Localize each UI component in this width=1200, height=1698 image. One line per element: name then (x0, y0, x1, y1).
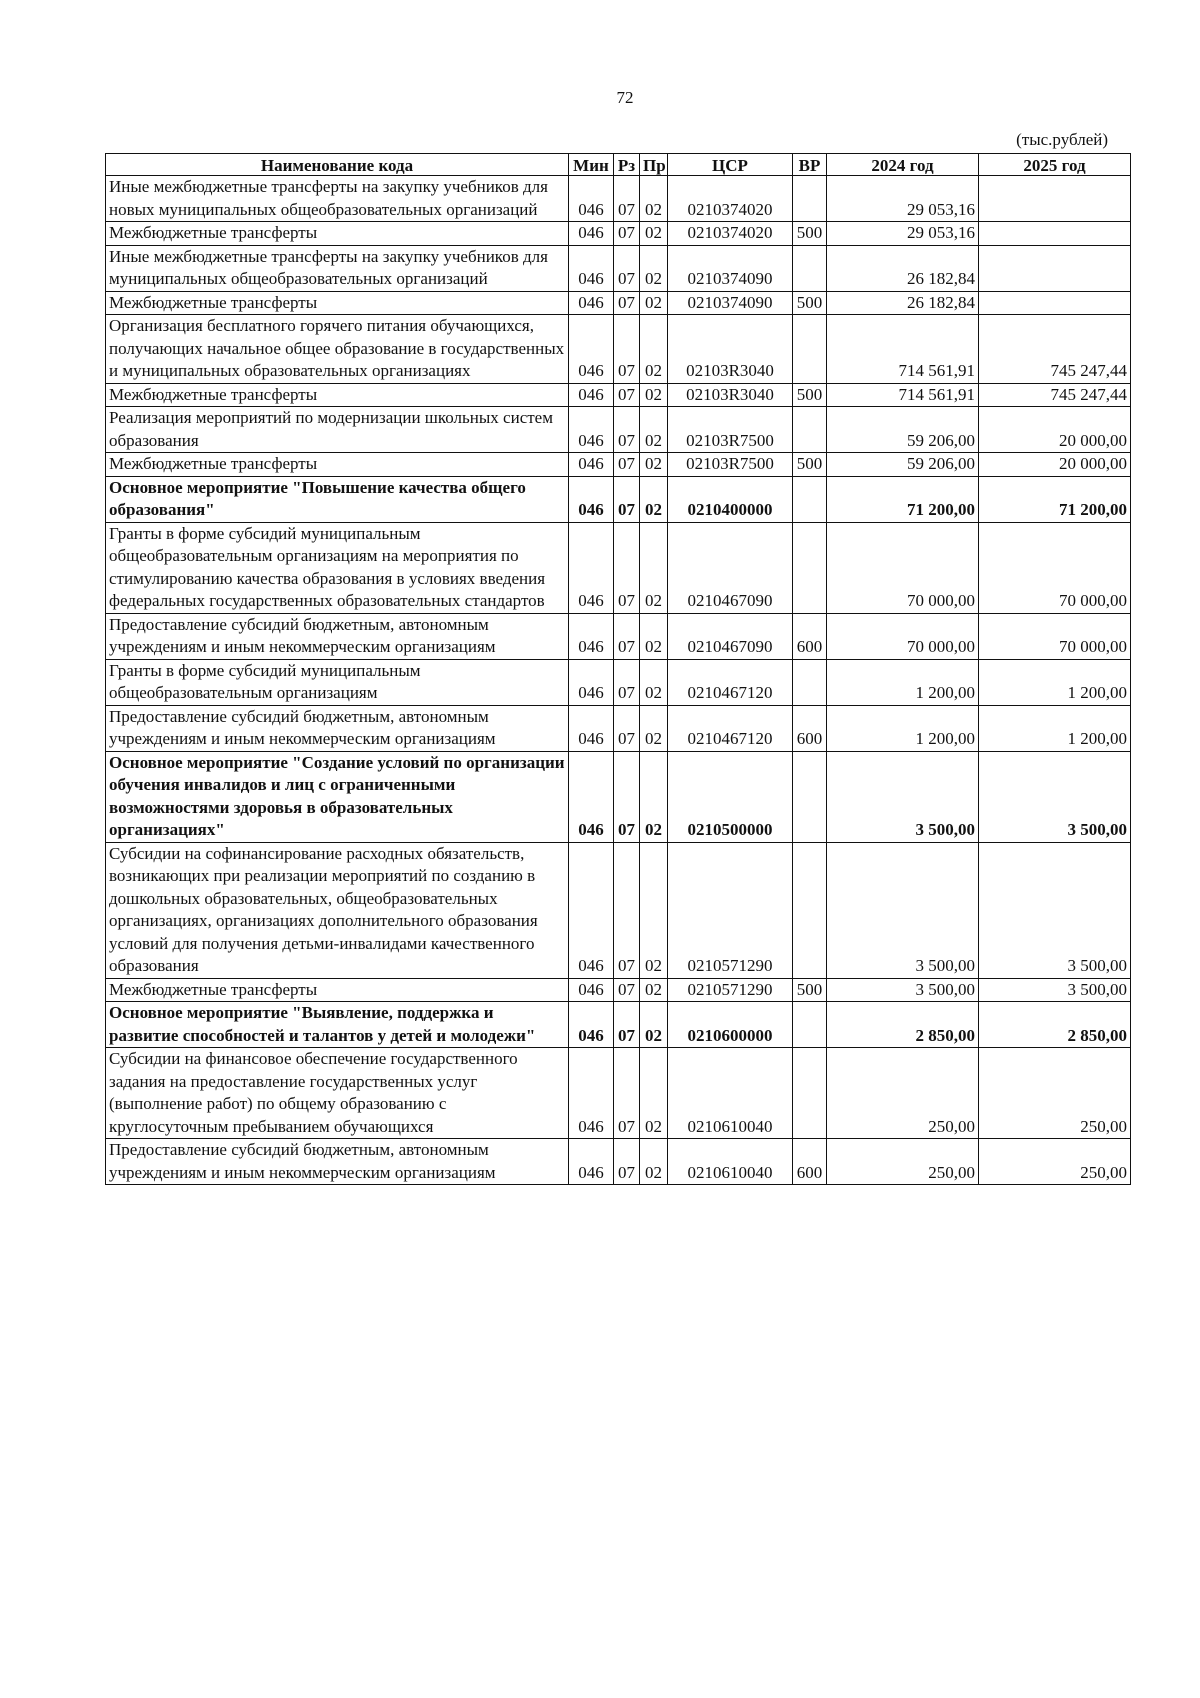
cell-rz: 07 (614, 522, 640, 613)
table-row (106, 659, 1131, 705)
cell-2025: 1 200,00 (979, 705, 1131, 751)
cell-rz: 07 (614, 291, 640, 315)
table-row (106, 1139, 1131, 1185)
cell-pr: 02 (640, 476, 668, 522)
cell-2025 (979, 291, 1131, 315)
cell-2025: 71 200,00 (979, 476, 1131, 522)
cell-vr (793, 1048, 827, 1139)
cell-pr: 02 (640, 705, 668, 751)
cell-csr: 0210571290 (668, 842, 793, 978)
page-number: 72 (616, 88, 634, 107)
cell-min: 046 (569, 1002, 614, 1048)
cell-rz: 07 (614, 659, 640, 705)
cell-vr: 500 (793, 978, 827, 1002)
cell-rz: 07 (614, 613, 640, 659)
cell-pr: 02 (640, 291, 668, 315)
cell-vr: 600 (793, 613, 827, 659)
cell-csr: 0210400000 (668, 476, 793, 522)
cell-2024: 250,00 (827, 1048, 979, 1139)
cell-min: 046 (569, 1139, 614, 1185)
cell-csr: 0210571290 (668, 978, 793, 1002)
cell-vr: 500 (793, 222, 827, 246)
cell-2024: 1 200,00 (827, 659, 979, 705)
cell-name: Гранты в форме субсидий муниципальным общеобразовательным организациям (106, 659, 569, 705)
cell-2024: 2 850,00 (827, 1002, 979, 1048)
table-row (106, 315, 1131, 384)
cell-csr: 0210610040 (668, 1139, 793, 1185)
cell-pr: 02 (640, 659, 668, 705)
cell-min: 046 (569, 453, 614, 477)
cell-2025: 20 000,00 (979, 453, 1131, 477)
cell-pr: 02 (640, 751, 668, 842)
cell-vr (793, 659, 827, 705)
cell-2025: 745 247,44 (979, 383, 1131, 407)
header-min: Мин (569, 154, 614, 176)
table-row (106, 1048, 1131, 1139)
header-2025: 2025 год (979, 154, 1131, 176)
cell-name: Субсидии на финансовое обеспечение государственного задания на предоставление государственных услуг (выполнение работ) по общему образованию с круглосуточным пребыванием обучающихся (106, 1048, 569, 1139)
header-rz: Рз (614, 154, 640, 176)
cell-name: Предоставление субсидий бюджетным, автономным учреждениям и иным некоммерческим организациям (106, 1139, 569, 1185)
cell-2025: 1 200,00 (979, 659, 1131, 705)
cell-vr: 600 (793, 705, 827, 751)
cell-vr: 600 (793, 1139, 827, 1185)
table-row (106, 222, 1131, 246)
cell-2025: 250,00 (979, 1048, 1131, 1139)
cell-vr (793, 315, 827, 384)
cell-2025: 70 000,00 (979, 522, 1131, 613)
cell-2024: 3 500,00 (827, 751, 979, 842)
cell-vr (793, 407, 827, 453)
cell-name: Субсидии на софинансирование расходных обязательств, возникающих при реализации мероприятий по созданию в дошкольных образовательных, общеобразовательных организациях, организациях дополнительного образования условий для получения детьми-инвалидами качественного образования (106, 842, 569, 978)
cell-rz: 07 (614, 842, 640, 978)
cell-name: Предоставление субсидий бюджетным, автономным учреждениям и иным некоммерческим организациям (106, 613, 569, 659)
cell-min: 046 (569, 407, 614, 453)
cell-min: 046 (569, 245, 614, 291)
cell-2025: 2 850,00 (979, 1002, 1131, 1048)
table-row (106, 751, 1131, 842)
cell-2024: 59 206,00 (827, 453, 979, 477)
cell-csr: 0210467090 (668, 613, 793, 659)
cell-pr: 02 (640, 1139, 668, 1185)
cell-rz: 07 (614, 453, 640, 477)
cell-csr: 02103R7500 (668, 407, 793, 453)
cell-name: Организация бесплатного горячего питания обучающихся, получающих начальное общее образование в государственных и муниципальных образовательных организациях (106, 315, 569, 384)
cell-2025: 3 500,00 (979, 751, 1131, 842)
cell-name: Предоставление субсидий бюджетным, автономным учреждениям и иным некоммерческим организациям (106, 705, 569, 751)
cell-name: Иные межбюджетные трансферты на закупку учебников для новых муниципальных общеобразовательных организаций (106, 176, 569, 222)
cell-csr: 0210467120 (668, 705, 793, 751)
cell-name: Межбюджетные трансферты (106, 383, 569, 407)
cell-rz: 07 (614, 751, 640, 842)
cell-name: Реализация мероприятий по модернизации школьных систем образования (106, 407, 569, 453)
cell-2024: 26 182,84 (827, 245, 979, 291)
table-row (106, 176, 1131, 222)
cell-csr: 0210500000 (668, 751, 793, 842)
cell-csr: 0210374020 (668, 222, 793, 246)
cell-vr: 500 (793, 291, 827, 315)
cell-2025: 250,00 (979, 1139, 1131, 1185)
cell-vr: 500 (793, 453, 827, 477)
cell-2024: 59 206,00 (827, 407, 979, 453)
cell-name: Основное мероприятие "Выявление, поддержка и развитие способностей и талантов у детей и молодежи" (106, 1002, 569, 1048)
table-row (106, 613, 1131, 659)
cell-name: Иные межбюджетные трансферты на закупку учебников для муниципальных общеобразовательных организаций (106, 245, 569, 291)
units-label: (тыс.рублей) (1016, 130, 1108, 149)
header-vr: ВР (793, 154, 827, 176)
table-row (106, 245, 1131, 291)
cell-name: Межбюджетные трансферты (106, 978, 569, 1002)
cell-csr: 02103R3040 (668, 315, 793, 384)
cell-vr (793, 245, 827, 291)
cell-2024: 29 053,16 (827, 176, 979, 222)
cell-rz: 07 (614, 1002, 640, 1048)
table-body (106, 176, 1131, 1185)
budget-table (105, 153, 1131, 1185)
cell-2024: 3 500,00 (827, 978, 979, 1002)
cell-min: 046 (569, 222, 614, 246)
cell-pr: 02 (640, 453, 668, 477)
cell-2024: 70 000,00 (827, 522, 979, 613)
cell-rz: 07 (614, 1048, 640, 1139)
header-2024: 2024 год (827, 154, 979, 176)
cell-rz: 07 (614, 476, 640, 522)
cell-csr: 0210374090 (668, 245, 793, 291)
cell-csr: 02103R3040 (668, 383, 793, 407)
cell-min: 046 (569, 842, 614, 978)
cell-csr: 0210610040 (668, 1048, 793, 1139)
cell-rz: 07 (614, 407, 640, 453)
cell-2024: 26 182,84 (827, 291, 979, 315)
cell-min: 046 (569, 978, 614, 1002)
cell-vr: 500 (793, 383, 827, 407)
cell-2025 (979, 245, 1131, 291)
cell-min: 046 (569, 613, 614, 659)
cell-min: 046 (569, 315, 614, 384)
table-header-row (106, 154, 1131, 176)
cell-2024: 70 000,00 (827, 613, 979, 659)
cell-min: 046 (569, 476, 614, 522)
cell-vr (793, 522, 827, 613)
table-row (106, 978, 1131, 1002)
cell-name: Межбюджетные трансферты (106, 453, 569, 477)
cell-rz: 07 (614, 978, 640, 1002)
cell-min: 046 (569, 383, 614, 407)
cell-min: 046 (569, 176, 614, 222)
cell-name: Основное мероприятие "Повышение качества общего образования" (106, 476, 569, 522)
cell-2024: 71 200,00 (827, 476, 979, 522)
cell-2024: 29 053,16 (827, 222, 979, 246)
cell-vr (793, 176, 827, 222)
cell-rz: 07 (614, 222, 640, 246)
cell-name: Гранты в форме субсидий муниципальным общеобразовательным организациям на мероприятия по стимулированию качества образования в условиях введения федеральных государственных образовательных стандартов (106, 522, 569, 613)
cell-pr: 02 (640, 176, 668, 222)
cell-csr: 0210374020 (668, 176, 793, 222)
cell-csr: 0210467090 (668, 522, 793, 613)
cell-pr: 02 (640, 522, 668, 613)
cell-min: 046 (569, 659, 614, 705)
cell-rz: 07 (614, 245, 640, 291)
cell-min: 046 (569, 705, 614, 751)
cell-csr: 0210467120 (668, 659, 793, 705)
table-row (106, 522, 1131, 613)
cell-2024: 714 561,91 (827, 315, 979, 384)
table-row (106, 476, 1131, 522)
cell-2025 (979, 222, 1131, 246)
cell-pr: 02 (640, 842, 668, 978)
table-row (106, 842, 1131, 978)
header-pr: Пр (640, 154, 668, 176)
cell-pr: 02 (640, 222, 668, 246)
cell-pr: 02 (640, 1048, 668, 1139)
table-row (106, 291, 1131, 315)
cell-min: 046 (569, 751, 614, 842)
cell-pr: 02 (640, 1002, 668, 1048)
header-name: Наименование кода (106, 154, 569, 176)
cell-2025: 745 247,44 (979, 315, 1131, 384)
cell-2025: 3 500,00 (979, 842, 1131, 978)
table-row (106, 453, 1131, 477)
cell-2024: 714 561,91 (827, 383, 979, 407)
cell-pr: 02 (640, 315, 668, 384)
cell-pr: 02 (640, 407, 668, 453)
cell-pr: 02 (640, 383, 668, 407)
cell-csr: 0210374090 (668, 291, 793, 315)
cell-rz: 07 (614, 705, 640, 751)
cell-name: Межбюджетные трансферты (106, 222, 569, 246)
cell-vr (793, 842, 827, 978)
cell-2024: 250,00 (827, 1139, 979, 1185)
table-row (106, 407, 1131, 453)
cell-name: Межбюджетные трансферты (106, 291, 569, 315)
cell-2025 (979, 176, 1131, 222)
header-csr: ЦСР (668, 154, 793, 176)
cell-pr: 02 (640, 978, 668, 1002)
cell-2024: 3 500,00 (827, 842, 979, 978)
cell-vr (793, 751, 827, 842)
cell-pr: 02 (640, 613, 668, 659)
table-row (106, 705, 1131, 751)
cell-rz: 07 (614, 1139, 640, 1185)
cell-vr (793, 1002, 827, 1048)
cell-min: 046 (569, 1048, 614, 1139)
cell-csr: 0210600000 (668, 1002, 793, 1048)
cell-2024: 1 200,00 (827, 705, 979, 751)
cell-pr: 02 (640, 245, 668, 291)
cell-csr: 02103R7500 (668, 453, 793, 477)
cell-min: 046 (569, 522, 614, 613)
cell-name: Основное мероприятие "Создание условий по организации обучения инвалидов и лиц с ограниченными возможностями здоровья в образовательных организациях" (106, 751, 569, 842)
cell-min: 046 (569, 291, 614, 315)
cell-2025: 3 500,00 (979, 978, 1131, 1002)
cell-vr (793, 476, 827, 522)
cell-rz: 07 (614, 315, 640, 384)
cell-rz: 07 (614, 176, 640, 222)
cell-rz: 07 (614, 383, 640, 407)
cell-2025: 70 000,00 (979, 613, 1131, 659)
table-row (106, 1002, 1131, 1048)
cell-2025: 20 000,00 (979, 407, 1131, 453)
table-row (106, 383, 1131, 407)
